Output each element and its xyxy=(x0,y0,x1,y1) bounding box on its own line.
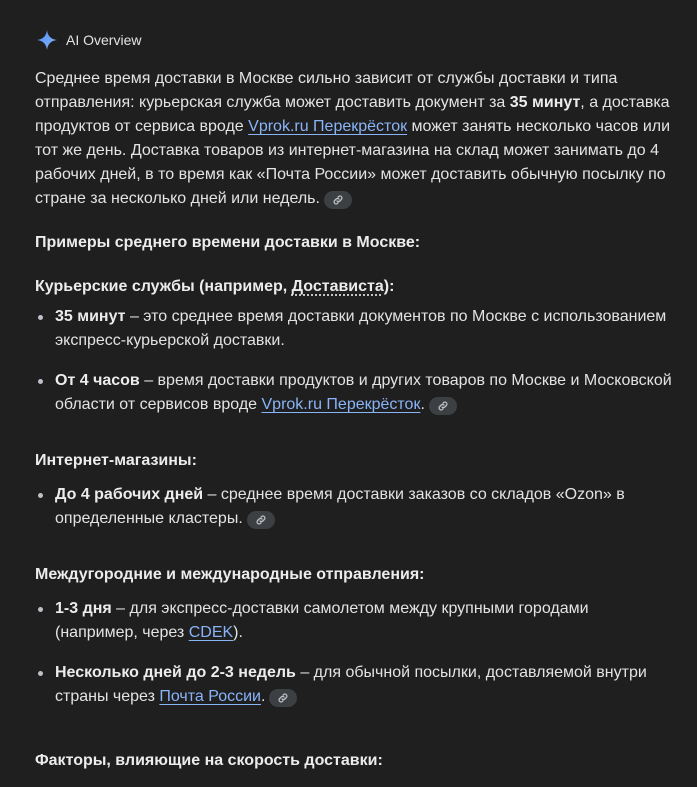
courier-list xyxy=(35,305,675,417)
intro-text-2: , а доставка продуктов от сервиса вроде xyxy=(35,94,670,135)
source-link-chip[interactable] xyxy=(247,511,275,529)
list-item xyxy=(35,369,675,417)
vprok-link[interactable]: Vprok.ru Перекрёсток xyxy=(261,396,421,413)
courier-heading-suffix: ): xyxy=(383,278,395,295)
list-item xyxy=(35,305,675,353)
list-item-bold: 1-3 дня xyxy=(55,600,112,617)
source-link-chip[interactable] xyxy=(324,191,352,209)
intro-bold-time: 35 минут xyxy=(509,94,581,111)
overview-content xyxy=(35,67,675,773)
list-item-text: – среднее время доставки заказов со складов «Ozon» в определенные кластеры. xyxy=(55,486,625,527)
list-item-text: – для экспресс-доставки самолетом между крупными городами (например, через xyxy=(55,600,589,641)
link-icon xyxy=(437,400,449,412)
list-item-after: . xyxy=(420,396,425,413)
pochta-link[interactable]: Почта России xyxy=(159,688,261,705)
list-item-bold: От 4 часов xyxy=(55,372,140,389)
source-link-chip[interactable] xyxy=(429,397,457,415)
list-item xyxy=(35,661,675,709)
ai-overview-header xyxy=(36,28,141,52)
shops-list xyxy=(35,483,675,531)
vprok-link[interactable]: Vprok.ru Перекрёсток xyxy=(248,118,408,135)
intro-text-1: Среднее время доставки в Москве сильно зависит от службы доставки и типа отправления: курьерская служба может доставить документ за xyxy=(35,70,618,111)
list-item-text: – для обычной посылки, доставляемой внутри страны через xyxy=(55,664,647,705)
factors-heading: Факторы, влияющие на скорость доставки: xyxy=(35,752,383,769)
dostavista-term[interactable]: Достависта xyxy=(291,278,384,295)
gemini-spark-icon xyxy=(36,29,58,51)
ai-overview-title: AI Overview xyxy=(66,32,142,48)
examples-heading: Примеры среднего времени доставки в Москве: xyxy=(35,234,421,251)
intro-paragraph xyxy=(35,67,675,211)
list-item-after: ). xyxy=(233,624,243,641)
list-item-after: . xyxy=(261,688,266,705)
shops-heading: Интернет-магазины: xyxy=(35,452,197,469)
link-icon xyxy=(277,692,289,704)
list-item xyxy=(35,597,675,645)
list-item-text: – это среднее время доставки документов по Москве с использованием экспресс-курьерской доставки. xyxy=(55,308,667,349)
list-item-bold: Несколько дней до 2-3 недель xyxy=(55,664,296,681)
cdek-link[interactable]: CDEK xyxy=(188,624,234,641)
list-item-bold: До 4 рабочих дней xyxy=(55,486,204,503)
intro-text-3: может занять несколько часов или тот же день. Доставка товаров из интернет-магазина на склад может занимать до 4 рабочих дней, в то время как «Почта России» может доставить обычную посылку по стране за несколько дней или недель. xyxy=(35,118,671,207)
link-icon xyxy=(255,514,267,526)
list-item-text: – время доставки продуктов и других товаров по Москве и Московской области от сервисов вроде xyxy=(55,372,672,413)
list-item xyxy=(35,483,675,531)
link-icon xyxy=(332,194,344,206)
courier-heading xyxy=(35,275,675,299)
intercity-list xyxy=(35,597,675,709)
intercity-heading: Междугородние и международные отправления: xyxy=(35,566,425,583)
courier-heading-prefix: Курьерские службы (например, xyxy=(35,278,292,295)
list-item-bold: 35 минут xyxy=(55,308,126,325)
source-link-chip[interactable] xyxy=(269,689,297,707)
